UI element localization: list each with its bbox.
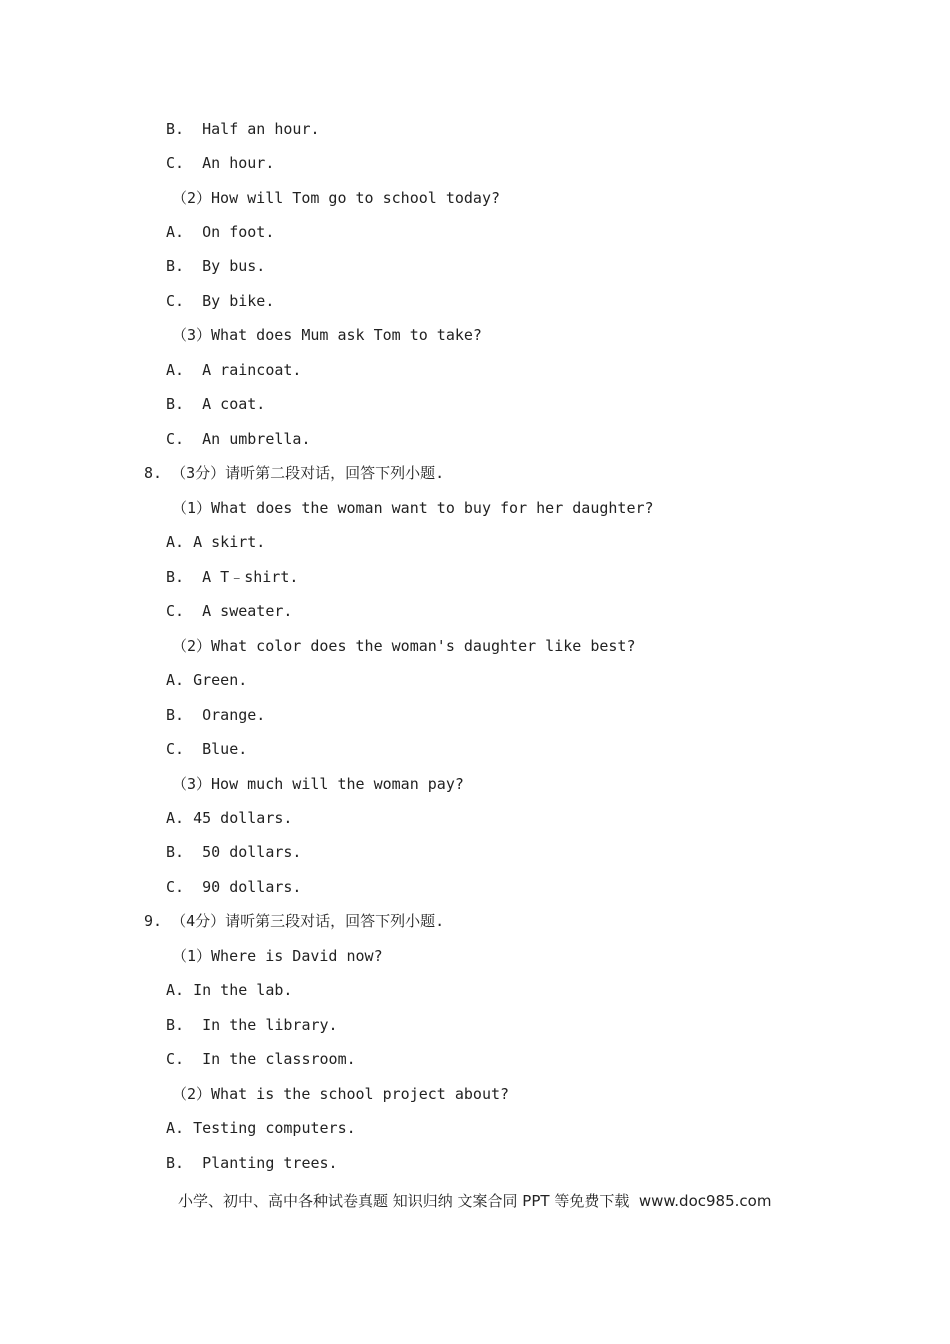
q8-1-option-b: B. A T﹣shirt. <box>166 568 299 586</box>
q7-2-prompt: （2）How will Tom go to school today? <box>172 189 501 207</box>
q8-3-prompt: （3）How much will the woman pay? <box>172 775 464 793</box>
q7-2-option-b: B. By bus. <box>166 257 266 275</box>
q7-3-prompt: （3）What does Mum ask Tom to take? <box>172 326 482 344</box>
q7-3-option-b: B. A coat. <box>166 395 266 413</box>
q7-1-option-b: B. Half an hour. <box>166 120 320 138</box>
q8-3-option-c: C. 90 dollars. <box>166 878 302 896</box>
q9-2-option-b: B. Planting trees. <box>166 1154 338 1172</box>
q8-heading: 8. （3分）请听第二段对话，回答下列小题. <box>144 464 445 482</box>
q8-2-option-b: B. Orange. <box>166 706 266 724</box>
q8-1-prompt: （1）What does the woman want to buy for her daughter? <box>172 499 654 517</box>
q9-1-option-c: C. In the classroom. <box>166 1050 356 1068</box>
q8-3-option-b: B. 50 dollars. <box>166 843 302 861</box>
q8-1-option-c: C. A sweater. <box>166 602 293 620</box>
q8-1-option-a: A. A skirt. <box>166 533 266 551</box>
q9-2-prompt: （2）What is the school project about? <box>172 1085 510 1103</box>
q7-2-option-a: A. On foot. <box>166 223 275 241</box>
page-footer: 小学、初中、高中各种试卷真题 知识归纳 文案合同 PPT 等免费下载 www.doc985.com <box>178 1192 772 1210</box>
q7-3-option-a: A. A raincoat. <box>166 361 302 379</box>
q7-2-option-c: C. By bike. <box>166 292 275 310</box>
q7-1-option-c: C. An hour. <box>166 154 275 172</box>
q8-2-option-c: C. Blue. <box>166 740 248 758</box>
q9-1-option-b: B. In the library. <box>166 1016 338 1034</box>
q9-1-prompt: （1）Where is David now? <box>172 947 383 965</box>
q8-3-option-a: A. 45 dollars. <box>166 809 293 827</box>
q9-1-option-a: A. In the lab. <box>166 981 293 999</box>
q8-2-option-a: A. Green. <box>166 671 248 689</box>
q7-3-option-c: C. An umbrella. <box>166 430 311 448</box>
q9-2-option-a: A. Testing computers. <box>166 1119 356 1137</box>
q9-heading: 9. （4分）请听第三段对话，回答下列小题. <box>144 912 445 930</box>
q8-2-prompt: （2）What color does the woman's daughter like best? <box>172 637 636 655</box>
